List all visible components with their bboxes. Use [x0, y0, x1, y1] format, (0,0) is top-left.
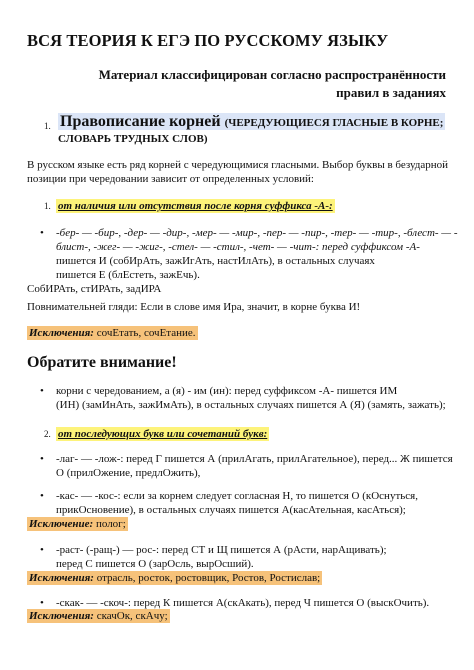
rule-1-line-4: пишется Е (блЕстеть, зажЕчь).	[56, 269, 200, 281]
lag-line-1: -лаг- — -лож-: перед Г пишется А (прилАгать, прилАгательное), перед... Ж пишется	[56, 453, 453, 465]
intro-line-2: позиции при чередовании зависит от определенных условий:	[27, 173, 314, 185]
page-title: ВСЯ ТЕОРИЯ К ЕГЭ ПО РУССКОМУ ЯЗЫКУ	[27, 31, 389, 50]
skak-line: -скак- — -скоч-: перед К пишется А(скАкать), перед Ч пишется О (выскОчить).	[56, 597, 430, 609]
notice-line-2: (ИН) (замИнАть, зажИмАть), в остальных случаях пишется А (Я) (замять, зажать);	[56, 399, 446, 411]
section-1-number: 1.	[44, 121, 51, 131]
rule-1-examples: СобИРАть, стИРАть, задИРА	[27, 283, 162, 295]
rule-1-line-2: блист-, -жег- — -жиг-, -стел- — -стил-, -чет- — -чит-: перед суффиксом -А-	[56, 241, 420, 253]
exception-3: Исключения: отрасль, росток, ростовщик, Ростов, Ростислав;	[29, 572, 321, 584]
lag-line-2: О (прилОжение, предлОжить),	[56, 467, 201, 479]
subsection-2-number: 2.	[44, 429, 51, 439]
intro-line-1: В русском языке есть ряд корней с чередующимися гласными. Выбор буквы в безударной	[27, 159, 449, 171]
rast-line-1: -раст- (-ращ-) — рос-: перед СТ и Щ пишется А (рАсти, нарАщивать);	[56, 544, 387, 556]
subsection-2-label: от последующих букв или сочетаний букв:	[58, 428, 268, 440]
bullet	[40, 489, 44, 503]
subsection-1-number: 1.	[44, 201, 51, 211]
kas-line-2: прикОсновение), в остальных случаях пишется А(касАтельная, касАться);	[56, 504, 406, 516]
memo-line: Повнимательней гляди: Если в слове имя Ира, значит, в корне буква И!	[27, 301, 361, 313]
exception-4: Исключения: скачОк, скАчу;	[29, 610, 168, 622]
bullet	[40, 226, 44, 240]
exception-2: Исключение: полог;	[29, 518, 126, 530]
rast-line-2: перед С пишется О (зарОсль, вырОсший).	[56, 558, 254, 570]
section-1-heading-note-2: СЛОВАРЬ ТРУДНЫХ СЛОВ)	[58, 133, 208, 145]
subtitle-line-2: правил в заданиях	[336, 85, 446, 100]
exception-1: Исключения: сочЕтать, сочЕтание.	[29, 327, 196, 339]
notice-heading: Обратите внимание!	[27, 354, 177, 371]
rule-1-line-3: пишется И (собИрАть, зажИгАть, настИлАть), в остальных случаях	[56, 255, 375, 267]
section-1-heading-text: Правописание корней	[60, 113, 221, 130]
bullet	[40, 596, 44, 610]
subsection-1-label: от наличия или отсутствия после корня суффикса -А-:	[58, 200, 333, 212]
rule-1-line-1: -бер- — -бир-, -дер- — -дир-, -мер- — -мир-, -пер- — -пир-, -тер- — -тир-, -блест- — -	[56, 227, 458, 239]
notice-line-1: корни с чередованием, а (я) - им (ин): перед суффиксом -А- пишется ИМ	[56, 385, 398, 397]
bullet	[40, 384, 44, 398]
section-1-heading-note-1: (ЧЕРЕДУЮЩИЕСЯ ГЛАСНЫЕ В КОРНЕ;	[224, 117, 444, 129]
kas-line-1: -кас- — -кос-: если за корнем следует согласная Н, то пишется О (кОснуться,	[56, 490, 418, 502]
bullet	[40, 543, 44, 557]
subtitle-line-1: Материал классифицирован согласно распространённости	[98, 67, 446, 82]
bullet	[40, 452, 44, 466]
section-1-heading	[58, 112, 445, 133]
